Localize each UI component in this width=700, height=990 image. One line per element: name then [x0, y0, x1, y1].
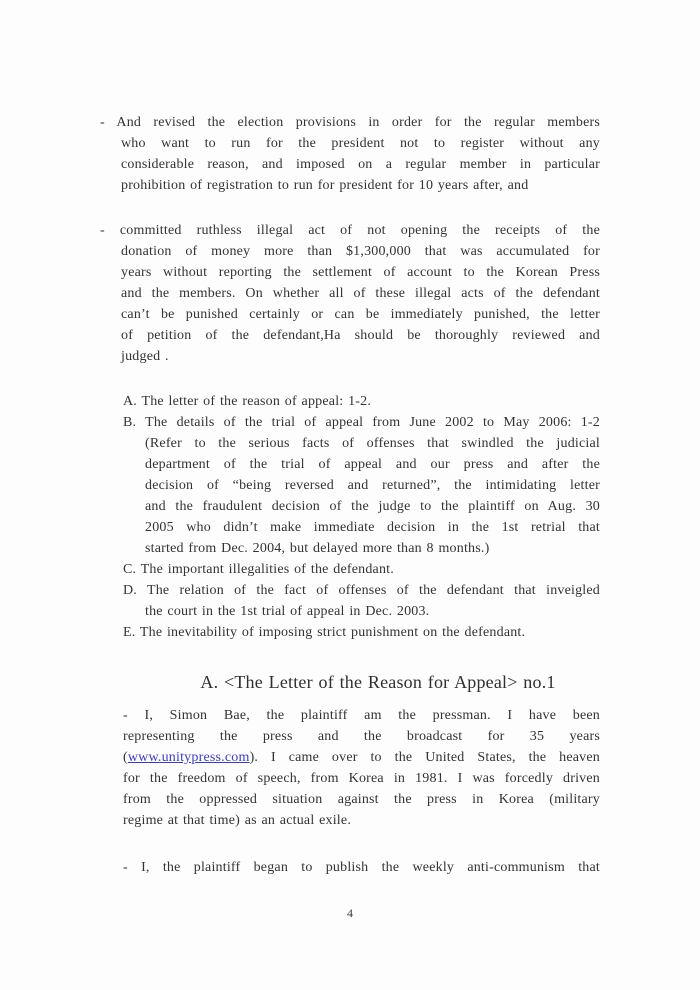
list-item-d [123, 580, 600, 622]
paragraph-text-line: years without reporting the settlement of account to the Korean Press [121, 265, 600, 280]
paragraph-text-line: - I, Simon Bae, the plaintiff am the pressman. I have been [123, 708, 600, 723]
paragraph-text-line: can’t be punished certainly or can be immediately punished, the letter [121, 307, 600, 322]
list-item-text-line: C. The important illegalities of the defendant. [123, 562, 394, 577]
list-item-text-line: B. The details of the trial of appeal from June 2002 to May 2006: 1-2 [123, 415, 600, 430]
paragraph-election-provisions [100, 112, 600, 196]
list-item-text-line: E. The inevitability of imposing strict punishment on the defendant. [123, 625, 526, 640]
list-item-text-line: D. The relation of the fact of offenses of the defendant that inveigled [123, 583, 600, 598]
paragraph-simon-bae-intro [123, 705, 600, 831]
list-item-text-line: started from Dec. 2004, but delayed more than 8 months.) [145, 541, 490, 556]
paragraph-text-line: considerable reason, and imposed on a regular member in particular [121, 157, 600, 172]
list-item-text-line: and the fraudulent decision of the judge to the plaintiff on Aug. 30 [145, 499, 600, 514]
section-heading-reason-for-appeal: A. <The Letter of the Reason for Appeal> no.1 [200, 672, 556, 692]
paragraph-text-line: for the freedom of speech, from Korea in 1981. I was forcedly driven [123, 771, 600, 786]
list-item-a [123, 391, 600, 412]
paragraph-text-line: representing the press and the broadcast for 35 years [123, 729, 600, 744]
list-item-c [123, 559, 600, 580]
list-item-text-line: 2005 who didn’t make immediate decision in the 1st retrial that [145, 520, 600, 535]
paragraph-text-line: and the members. On whether all of these illegal acts of the defendant [121, 286, 600, 301]
paragraph-donation-receipts [100, 220, 600, 367]
list-item-b [123, 412, 600, 559]
paragraph-text-line: - I, the plaintiff began to publish the weekly anti-communism that [123, 860, 600, 875]
paragraph-text-line: judged . [121, 349, 169, 364]
list-item-text-line: decision of “being reversed and returned”, the intimidating letter [145, 478, 600, 493]
list-item-text-line: A. The letter of the reason of appeal: 1-2. [123, 394, 372, 409]
paragraph-weekly-anticommunism [123, 857, 600, 878]
paragraph-text-line: of petition of the defendant,Ha should be thoroughly reviewed and [121, 328, 600, 343]
unitypress-link[interactable]: www.unitypress.com [127, 750, 250, 765]
paragraph-text-line: who want to run for the president not to register without any [121, 136, 600, 151]
paragraph-text-line: donation of money more than $1,300,000 that was accumulated for [121, 244, 600, 259]
list-item-text-line: department of the trial of appeal and our press and after the [145, 457, 600, 472]
page-number: 4 [347, 906, 353, 920]
paragraph-text-line: - And revised the election provisions in order for the regular members [100, 115, 600, 130]
text-after-link: ). I came over to the United States, the heaven [249, 750, 600, 765]
paragraph-text-line: prohibition of registration to run for president for 10 years after, and [121, 178, 529, 193]
document-body [100, 112, 600, 878]
text-before-link: ( [123, 750, 128, 765]
list-item-e [123, 622, 600, 643]
paragraph-text-line: - committed ruthless illegal act of not opening the receipts of the [100, 223, 600, 238]
paragraph-text-line: from the oppressed situation against the press in Korea (military [123, 792, 600, 807]
paragraph-text-line [123, 747, 600, 768]
list-item-text-line: the court in the 1st trial of appeal in Dec. 2003. [145, 604, 430, 619]
paragraph-text-line: regime at that time) as an actual exile. [123, 813, 352, 828]
list-item-text-line: (Refer to the serious facts of offenses that swindled the judicial [145, 436, 600, 451]
appeal-index-list [123, 391, 600, 643]
